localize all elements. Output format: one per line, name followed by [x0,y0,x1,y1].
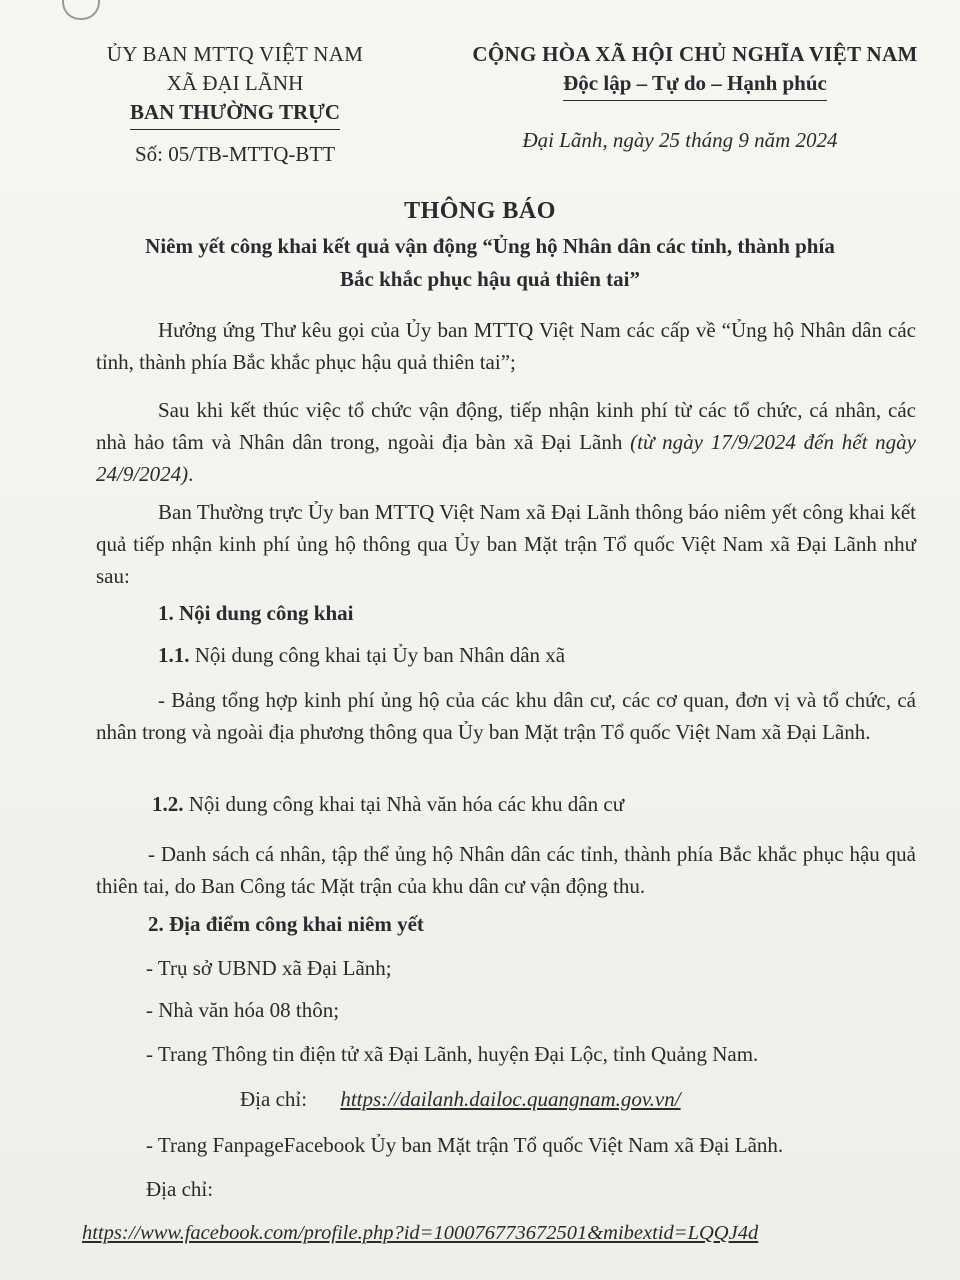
national-motto: Độc lập – Tự do – Hạnh phúc [563,69,827,101]
document-title: THÔNG BÁO [404,198,556,224]
location-item-1: - Trụ sở UBND xã Đại Lãnh; [146,956,392,980]
national-heading-block [440,40,950,101]
national-title: CỘNG HÒA XÃ HỘI CHỦ NGHĨA VIỆT NAM [472,42,918,66]
subtitle-line2: Bắc khắc phục hậu quả thiên tai” [340,267,640,291]
location-item-2: - Nhà văn hóa 08 thôn; [146,998,340,1022]
location-item-3: - Trang Thông tin điện tử xã Đại Lãnh, huyện Đại Lộc, tỉnh Quảng Nam. [146,1042,759,1066]
document-date: Đại Lãnh, ngày 25 tháng 9 năm 2024 [522,128,838,152]
paragraph-2-period: (từ ngày 17/9/2024 đến hết ngày 24/9/2024) [96,430,916,486]
facebook-address-label: Địa chỉ: [146,1177,214,1201]
website-address-row [240,1087,681,1112]
agency-name-line3: BAN THƯỜNG TRỰC [130,98,340,130]
section-1-1-text: Nội dung công khai tại Ủy ban Nhân dân xã [189,643,566,667]
paper-clip-icon [62,0,100,20]
document-number: Số: 05/TB-MTTQ-BTT [134,142,336,166]
agency-name-line1: ỦY BAN MTTQ VIỆT NAM [106,42,364,66]
facebook-link[interactable]: https://www.facebook.com/profile.php?id=100076773672501&mibextid=LQQJ4d [82,1222,759,1244]
section-2-heading: 2. Địa điểm công khai niêm yết [148,912,424,936]
section-1-2-item: - Danh sách cá nhân, tập thể ủng hộ Nhân dân các tỉnh, thành phía Bắc khắc phục hậu quả thiên tai, do Ban Công tác Mặt trận của khu dân cư vận động thu. [96,842,916,898]
subtitle-line1: Niêm yết công khai kết quả vận động “Ủng hộ Nhân dân các tỉnh, thành phía [145,234,835,258]
paragraph-2-end: . [188,462,194,486]
issuing-agency-block [70,40,400,169]
section-1-1-item: - Bảng tổng hợp kinh phí ủng hộ của các khu dân cư, các cơ quan, đơn vị và tổ chức, cá nhân trong và ngoài địa phương thông qua Ủy ban Mặt trận Tổ quốc Việt Nam xã Đại Lãnh. [96,688,916,744]
section-1-2-number: 1.2. [152,792,184,816]
section-1-1-heading [158,643,565,668]
paragraph-2 [96,394,916,490]
document-subtitle [60,230,920,296]
paragraph-3: Ban Thường trực Ủy ban MTTQ Việt Nam xã Đại Lãnh thông báo niêm yết công khai kết quả tiếp nhận kinh phí ủng hộ thông qua Ủy ban Mặt trận Tổ quốc Việt Nam xã Đại Lãnh như sau: [96,500,916,588]
section-1-2-heading [152,792,624,817]
section-1-2-text: Nội dung công khai tại Nhà văn hóa các khu dân cư [183,792,625,816]
website-address-label: Địa chỉ: [240,1087,308,1111]
website-link[interactable]: https://dailanh.dailoc.quangnam.gov.vn/ [340,1087,681,1111]
section-1-heading: 1. Nội dung công khai [158,601,354,625]
section-1-1-number: 1.1. [158,643,190,667]
paragraph-1: Hưởng ứng Thư kêu gọi của Ủy ban MTTQ Việt Nam các cấp về “Ủng hộ Nhân dân các tỉnh, thành phía Bắc khắc phục hậu quả thiên tai”; [96,318,916,374]
location-item-4: - Trang FanpageFacebook Ủy ban Mặt trận Tổ quốc Việt Nam xã Đại Lãnh. [146,1133,784,1157]
agency-name-line2: XÃ ĐẠI LÃNH [166,71,304,95]
paragraph-2-main: Sau khi kết thúc việc tổ chức vận động, tiếp nhận kinh phí từ các tổ chức, cá nhân, các nhà hảo tâm và Nhân dân trong, ngoài địa bàn xã Đại Lãnh [96,398,916,454]
